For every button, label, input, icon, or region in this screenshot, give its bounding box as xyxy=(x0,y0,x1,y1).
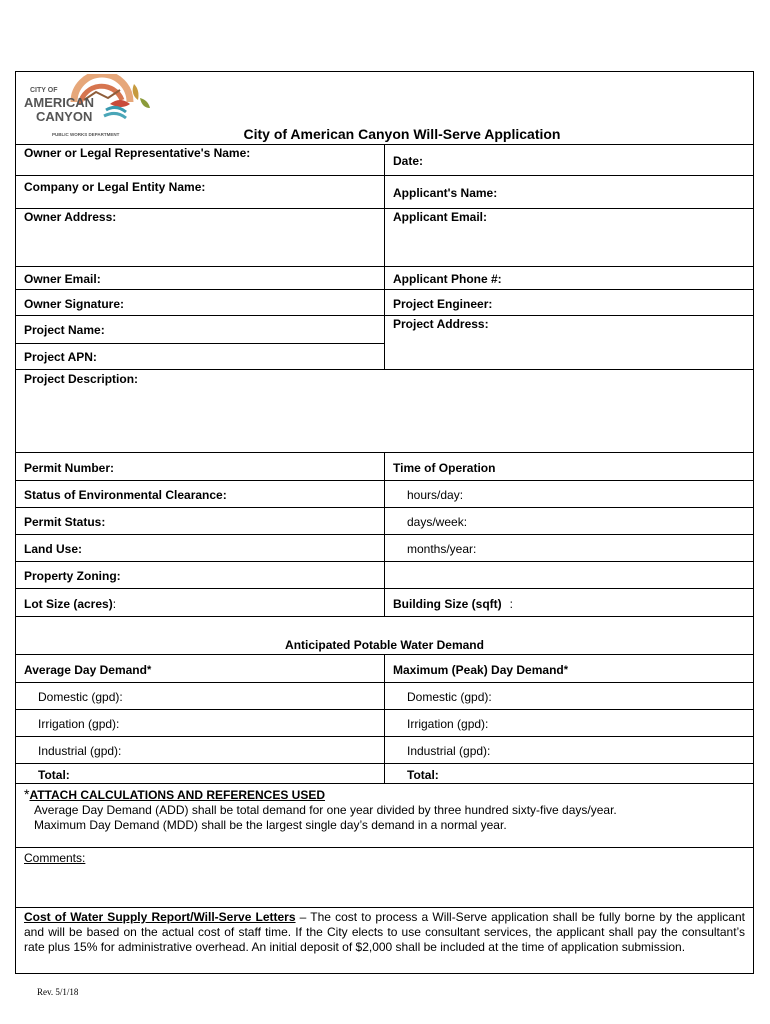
applicant-phone-field[interactable] xyxy=(385,267,753,289)
permit-status-label: Permit Status: xyxy=(24,515,106,529)
owner-name-field[interactable]: Owner or Legal Representative's Name: xyxy=(16,145,385,175)
land-use-label: Land Use: xyxy=(24,542,83,556)
row-cost xyxy=(16,907,753,973)
row-signature xyxy=(16,289,753,315)
cost-body: – The cost to process a Will-Serve application shall be fully borne by the applicant and will be based on the actual cost of staff time. If the City elects to use consultant services, the applicant shall pay the consultant’s rate plus 15% for administrative overhead. An initial deposit of $2,000 shall be included at the time of application submission. xyxy=(24,910,745,954)
property-zoning-field[interactable] xyxy=(16,562,385,588)
avg-irrigation-label: Irrigation (gpd): xyxy=(38,717,120,731)
project-description-field[interactable]: Project Description: xyxy=(24,372,139,386)
building-size-colon: : xyxy=(509,596,513,611)
avg-total-field[interactable] xyxy=(16,764,385,783)
date-field[interactable] xyxy=(385,145,753,175)
max-domestic-label: Domestic (gpd): xyxy=(407,690,492,704)
row-description xyxy=(16,369,753,452)
demand-section-title: Anticipated Potable Water Demand xyxy=(285,638,484,652)
hours-day-field[interactable] xyxy=(385,481,753,507)
avg-industrial-label: Industrial (gpd): xyxy=(38,744,122,758)
row-address xyxy=(16,208,753,266)
months-year-field[interactable] xyxy=(385,535,753,561)
notes-line-1: Average Day Demand (ADD) shall be total demand for one year divided by three hundred sixty-five days/year. xyxy=(34,803,617,817)
max-domestic-field[interactable] xyxy=(385,683,753,709)
row-lot-size xyxy=(16,588,753,616)
comments-field[interactable] xyxy=(16,848,753,907)
row-owner-name xyxy=(16,144,753,175)
project-apn-field[interactable] xyxy=(16,343,384,369)
property-zoning-label: Property Zoning: xyxy=(24,569,121,583)
max-irrigation-label: Irrigation (gpd): xyxy=(407,717,489,731)
project-engineer-field[interactable] xyxy=(385,290,753,315)
cost-heading: Cost of Water Supply Report/Will-Serve Letters xyxy=(24,910,296,924)
row-permit-number xyxy=(16,452,753,480)
project-address-field[interactable]: Project Address: xyxy=(393,317,489,331)
building-size-label: Building Size (sqft) xyxy=(393,596,502,611)
avg-industrial-field[interactable] xyxy=(16,737,385,763)
project-apn-label: Project APN: xyxy=(24,349,97,364)
row-project xyxy=(16,315,753,369)
row-zoning xyxy=(16,561,753,588)
permit-number-field[interactable] xyxy=(16,453,385,480)
owner-email-label: Owner Email: xyxy=(24,272,101,286)
max-irrigation-field[interactable] xyxy=(385,710,753,736)
lot-size-label: Lot Size (acres) xyxy=(24,596,113,611)
max-total-field[interactable] xyxy=(385,764,753,783)
building-size-field[interactable] xyxy=(385,589,753,616)
row-email xyxy=(16,266,753,289)
days-week-field[interactable] xyxy=(385,508,753,534)
row-demand-headers xyxy=(16,654,753,682)
applicant-email-field[interactable]: Applicant Email: xyxy=(393,210,488,224)
blank-cell xyxy=(385,562,753,588)
row-industrial xyxy=(16,736,753,763)
project-engineer-label: Project Engineer: xyxy=(393,296,493,311)
row-domestic xyxy=(16,682,753,709)
demand-notes xyxy=(16,784,753,847)
avg-asterisk: * xyxy=(146,663,152,676)
row-permit-status xyxy=(16,507,753,534)
owner-signature-label: Owner Signature: xyxy=(24,296,125,311)
row-total xyxy=(16,763,753,783)
avg-domestic-label: Domestic (gpd): xyxy=(38,690,123,704)
application-form xyxy=(15,71,754,974)
cost-paragraph xyxy=(16,908,753,973)
form-title: City of American Canyon Will-Serve Application xyxy=(243,126,561,142)
logo-line-2: AMERICAN xyxy=(24,95,95,110)
permit-number-label: Permit Number: xyxy=(24,460,115,475)
max-day-demand-label: Maximum (Peak) Day Demand xyxy=(393,662,564,677)
applicant-phone-label: Applicant Phone #: xyxy=(393,272,502,286)
logo-line-4: PUBLIC WORKS DEPARTMENT xyxy=(52,132,120,137)
row-land-use xyxy=(16,534,753,561)
date-label: Date: xyxy=(393,154,424,168)
max-industrial-label: Industrial (gpd): xyxy=(407,744,491,758)
lot-size-field[interactable] xyxy=(16,589,385,616)
avg-day-demand-label: Average Day Demand xyxy=(24,662,147,677)
owner-address-field[interactable]: Owner Address: xyxy=(16,209,385,266)
avg-irrigation-field[interactable] xyxy=(16,710,385,736)
avg-total-label: Total: xyxy=(38,767,70,782)
applicant-name-label: Applicant's Name: xyxy=(393,186,498,200)
row-comments xyxy=(16,847,753,907)
owner-email-field[interactable] xyxy=(16,267,385,289)
row-demand-title xyxy=(16,616,753,654)
row-env-clearance xyxy=(16,480,753,507)
row-company xyxy=(16,175,753,208)
avg-day-demand-header xyxy=(16,655,385,682)
permit-status-field[interactable] xyxy=(16,508,385,534)
time-of-operation-label: Time of Operation xyxy=(393,460,496,475)
days-week-label: days/week: xyxy=(407,515,468,529)
max-industrial-field[interactable] xyxy=(385,737,753,763)
max-day-demand-header xyxy=(385,655,753,682)
notes-asterisk: * xyxy=(24,786,30,802)
logo-line-3: CANYON xyxy=(36,109,93,124)
revision-label: Rev. 5/1/18 xyxy=(37,987,79,997)
hours-day-label: hours/day: xyxy=(407,488,464,502)
comments-label: Comments: xyxy=(24,851,86,865)
max-total-label: Total: xyxy=(407,767,439,782)
env-clearance-label: Status of Environmental Clearance: xyxy=(24,488,227,502)
months-year-label: months/year: xyxy=(407,542,477,556)
project-name-label: Project Name: xyxy=(24,322,105,337)
time-of-operation-heading xyxy=(385,453,753,480)
land-use-field[interactable] xyxy=(16,535,385,561)
row-notes xyxy=(16,783,753,847)
form-header xyxy=(16,72,753,144)
notes-line-2: Maximum Day Demand (MDD) shall be the largest single day’s demand in a normal year. xyxy=(34,818,507,832)
lot-size-colon: : xyxy=(112,596,117,611)
owner-signature-field[interactable] xyxy=(16,290,385,315)
row-irrigation xyxy=(16,709,753,736)
project-name-field[interactable] xyxy=(16,316,384,343)
project-name-apn-group xyxy=(16,316,385,369)
max-asterisk: * xyxy=(563,663,569,676)
env-clearance-field[interactable] xyxy=(16,481,385,507)
avg-domestic-field[interactable] xyxy=(16,683,385,709)
applicant-name-field[interactable] xyxy=(385,176,753,208)
logo-line-1: CITY OF xyxy=(30,87,58,94)
notes-heading: ATTACH CALCULATIONS AND REFERENCES USED xyxy=(29,788,326,802)
company-name-field[interactable]: Company or Legal Entity Name: xyxy=(16,176,385,208)
